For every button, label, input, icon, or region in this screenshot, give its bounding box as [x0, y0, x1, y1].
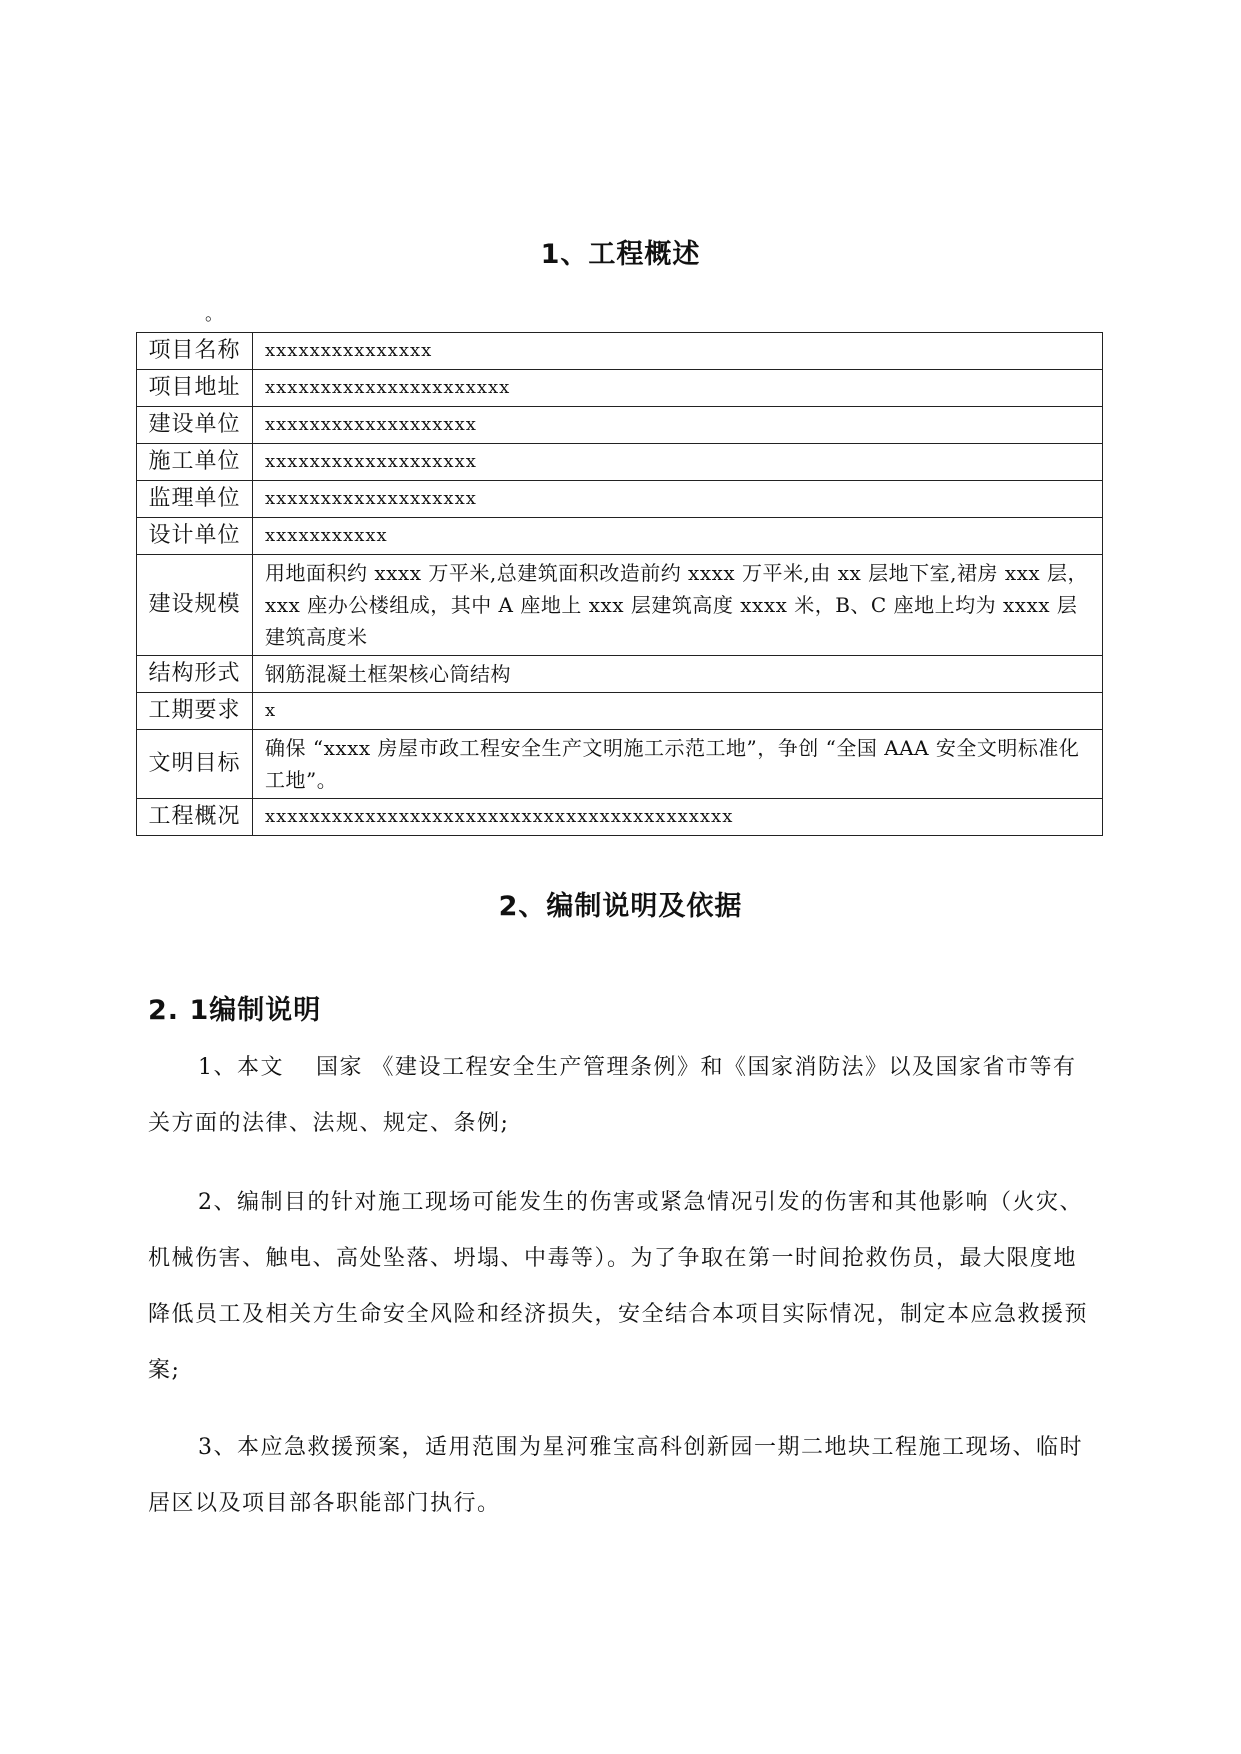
table-row [137, 444, 1103, 481]
table-row [137, 407, 1103, 444]
table-row [137, 693, 1103, 730]
row-label: 建设单位 [137, 407, 253, 444]
stray-punctuation: 。 [205, 304, 223, 325]
row-value: 用地面积约 xxxx 万平米,总建筑面积改造前约 xxxx 万平米,由 xx 层地下室,裙房 xxx 层，xxx 座办公楼组成，其中 A 座地上 xxx 层建筑高度 xxxx 米，B、C 座地上均为 xxxx 层建筑高度米 [253, 555, 1103, 656]
row-label: 工程概况 [137, 799, 253, 836]
table-row [137, 799, 1103, 836]
row-label: 项目名称 [137, 333, 253, 370]
table-row [137, 656, 1103, 693]
row-label: 监理单位 [137, 481, 253, 518]
subsection-title: 2. 1编制说明 [148, 995, 322, 1026]
table-row [137, 730, 1103, 799]
row-value: x [253, 693, 1103, 730]
row-value: xxxxxxxxxxxxxxxxxxx [253, 407, 1103, 444]
table-row [137, 555, 1103, 656]
section-1-title: 1、工程概述 [540, 239, 701, 270]
row-label: 文明目标 [137, 730, 253, 799]
row-value: xxxxxxxxxxxxxxxxxxxxxx [253, 370, 1103, 407]
project-info-table [136, 332, 1103, 836]
section-2-title: 2、编制说明及依据 [498, 891, 743, 922]
table-row [137, 333, 1103, 370]
table-row [137, 370, 1103, 407]
paragraph: 3、本应急救援预案，适用范围为星河雅宝高科创新园一期二地块工程施工现场、临时居区以及项目部各职能部门执行。 [148, 1435, 1083, 1516]
row-value: xxxxxxxxxxxxxxxxxxx [253, 481, 1103, 518]
row-value: 钢筋混凝土框架核心筒结构 [253, 656, 1103, 693]
row-label: 建设规模 [137, 555, 253, 656]
row-label: 结构形式 [137, 656, 253, 693]
table-row [137, 481, 1103, 518]
row-label: 施工单位 [137, 444, 253, 481]
row-value: xxxxxxxxxxxxxxxxxxx [253, 444, 1103, 481]
table-row [137, 518, 1103, 555]
paragraph: 1、本文 国家 《建设工程安全生产管理条例》和《国家消防法》以及国家省市等有关方面的法律、法规、规定、条例; [148, 1055, 1077, 1136]
row-value: xxxxxxxxxxxxxxxxxxxxxxxxxxxxxxxxxxxxxxxxxx [253, 799, 1103, 836]
row-label: 项目地址 [137, 370, 253, 407]
row-value: 确保 “xxxx 房屋市政工程安全生产文明施工示范工地”，争创 “全国 AAA 安全文明标准化工地”。 [253, 730, 1103, 799]
row-value: xxxxxxxxxxx [253, 518, 1103, 555]
row-label: 工期要求 [137, 693, 253, 730]
row-label: 设计单位 [137, 518, 253, 555]
row-value: xxxxxxxxxxxxxxx [253, 333, 1103, 370]
paragraph: 2、编制目的针对施工现场可能发生的伤害或紧急情况引发的伤害和其他影响（火灾、机械伤害、触电、高处坠落、坍塌、中毒等）。为了争取在第一时间抢救伤员，最大限度地降低员工及相关方生命安全风险和经济损失，安全结合本项目实际情况，制定本应急救援预案; [148, 1190, 1089, 1383]
